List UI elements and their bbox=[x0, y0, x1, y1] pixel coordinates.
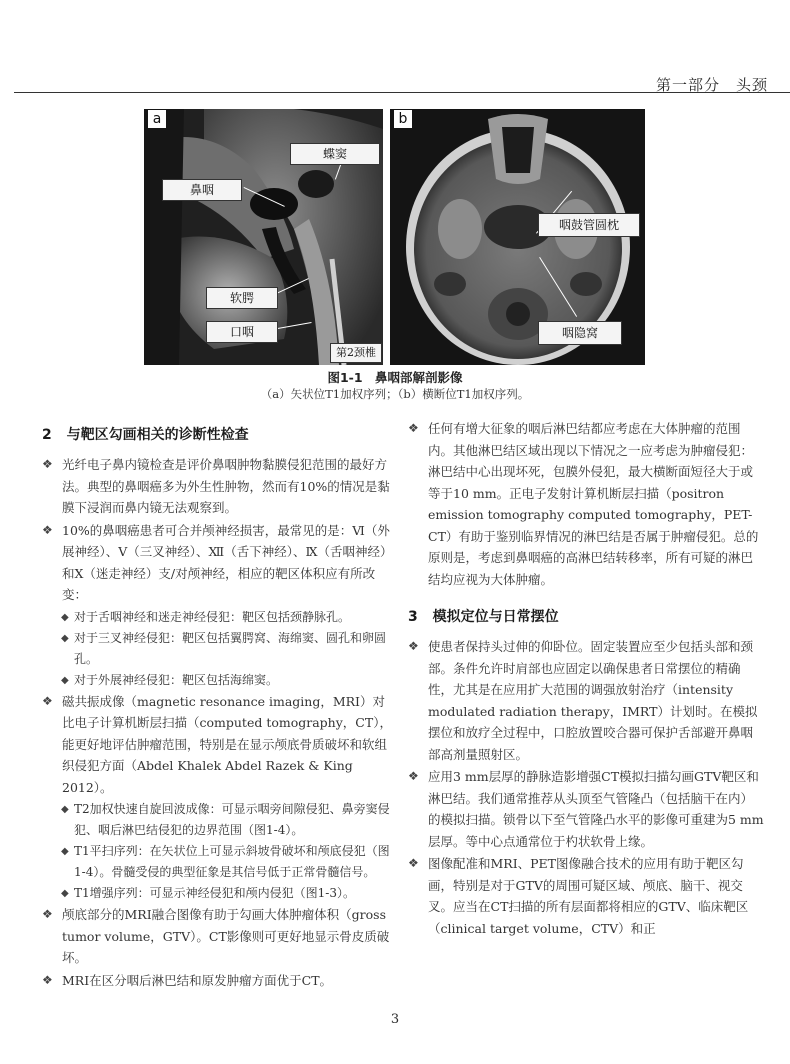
diamond-cross-icon: ❖ bbox=[42, 972, 53, 987]
right-bullet-list bbox=[408, 636, 764, 939]
sub-bullet-text: 对于舌咽神经和迷走神经侵犯：靶区包括颈静脉孔。 bbox=[74, 609, 351, 624]
sub-bullet-item bbox=[42, 883, 397, 904]
bullet-item bbox=[408, 418, 764, 590]
diamond-cross-icon: ❖ bbox=[408, 421, 419, 435]
label-pharyngeal-recess: 咽隐窝 bbox=[538, 321, 622, 345]
sub-bullet-text: 对于三叉神经侵犯：靶区包括翼腭窝、海绵窦、圆孔和卵圆孔。 bbox=[74, 630, 387, 666]
section-heading-3 bbox=[408, 606, 764, 626]
page-number: 3 bbox=[390, 1012, 400, 1027]
diamond-cross-icon: ❖ bbox=[42, 907, 53, 921]
diamond-cross-icon: ❖ bbox=[42, 522, 53, 537]
sub-bullet-text: T1增强序列：可显示神经侵犯和颅内侵犯（图1-3）。 bbox=[74, 886, 355, 900]
figure-caption: （a）矢状位T1加权序列；（b）横断位T1加权序列。 bbox=[260, 387, 530, 401]
right-top-bullet-list bbox=[408, 418, 764, 590]
section-heading-2 bbox=[42, 424, 397, 444]
bullet-text: 颅底部分的MRI融合图像有助于勾画大体肿瘤体积（gross tumor volume，GTV）。CT影像则可更好地显示骨皮质破坏。 bbox=[62, 907, 390, 965]
bullet-text: 磁共振成像（magnetic resonance imaging，MRI）对比电子计算机断层扫描（computed tomography，CT），能更好地评估肿瘤范围，特别是在显示颅底骨质破坏和软组织侵犯方面（Abdel Khalek Abdel Razek & King 2012）。 bbox=[62, 693, 392, 795]
bullet-item bbox=[42, 970, 397, 992]
section-number: 3 bbox=[408, 609, 418, 625]
running-header: 第一部分 头颈 bbox=[655, 76, 768, 94]
label-c2-vertebra: 第2颈椎 bbox=[330, 343, 382, 363]
figure-title: 图1-1 鼻咽部解剖影像 bbox=[327, 370, 463, 385]
sub-bullet-item bbox=[42, 607, 397, 628]
diamond-icon: ◆ bbox=[61, 804, 69, 815]
diamond-cross-icon: ❖ bbox=[408, 856, 419, 870]
diamond-icon: ◆ bbox=[61, 888, 69, 899]
bullet-item bbox=[42, 454, 397, 519]
bullet-item bbox=[408, 853, 764, 939]
header-rule bbox=[14, 92, 790, 93]
panel-a-letter: a bbox=[148, 110, 166, 128]
right-column bbox=[408, 418, 764, 940]
diamond-icon: ◆ bbox=[61, 674, 69, 686]
label-nasopharynx: 鼻咽 bbox=[162, 179, 242, 201]
section-title: 与靶区勾画相关的诊断性检查 bbox=[66, 427, 249, 443]
bullet-item bbox=[408, 766, 764, 852]
section-number: 2 bbox=[42, 427, 52, 443]
section-title: 模拟定位与日常摆位 bbox=[432, 609, 559, 625]
sub-bullet-item bbox=[42, 841, 397, 883]
sub-bullet-text: T2加权快速自旋回波成像：可显示咽旁间隙侵犯、鼻旁窦侵犯、咽后淋巴结侵犯的边界范围（图1-4）。 bbox=[74, 802, 390, 837]
bullet-item bbox=[408, 636, 764, 765]
diamond-icon: ◆ bbox=[61, 846, 69, 857]
bullet-text: 应用3 mm层厚的静脉造影增强CT模拟扫描勾画GTV靶区和淋巴结。我们通常推荐从头顶至气管隆凸（包括脑干在内）的模拟扫描。锁骨以下至气管隆凸水平的影像可重建为5 mm层厚。等中心点通常位于杓状软骨上缘。 bbox=[428, 769, 764, 849]
bullet-text: 图像配准和MRI、PET图像融合技术的应用有助于靶区勾画，特别是对于GTV的周围可疑区域、颅底、脑干、视交叉。应当在CT扫描的所有层面都将相应的GTV、临床靶区（clinical target volume，CTV）和正 bbox=[428, 856, 749, 936]
label-sphenoid-sinus: 蝶窦 bbox=[290, 143, 380, 165]
mri-axial-image bbox=[390, 109, 645, 365]
bullet-item bbox=[42, 904, 397, 969]
left-column bbox=[42, 418, 397, 992]
bullet-item bbox=[42, 520, 397, 606]
bullet-text: 10%的鼻咽癌患者可合并颅神经损害，最常见的是：Ⅵ（外展神经）、Ⅴ（三叉神经）、Ⅻ（舌下神经）、Ⅸ（舌咽神经）和Ⅹ（迷走神经）支/对颅神经，相应的靶区体积应有所改变： bbox=[62, 522, 393, 602]
left-bullet-list bbox=[42, 454, 397, 991]
diamond-icon: ◆ bbox=[61, 611, 69, 623]
mri-sagittal-image bbox=[144, 109, 383, 365]
bullet-text: 使患者保持头过伸的仰卧位。固定装置应至少包括头部和颈部。条件允许时肩部也应固定以确保患者日常摆位的精确性，尤其是在应用扩大范围的调强放射治疗（intensity modulated radiation therapy，IMRT）计划时。在模拟摆位和放疗全过程中，口腔放置咬合器可保护舌部避开鼻咽部高剂量照射区。 bbox=[428, 639, 758, 762]
panel-b-letter: b bbox=[394, 110, 412, 128]
diamond-cross-icon: ❖ bbox=[408, 639, 419, 653]
sub-bullet-text: T1平扫序列：在矢状位上可显示斜坡骨破坏和颅底侵犯（图1-4）。骨髓受侵的典型征象是其信号低于正常骨髓信号。 bbox=[74, 844, 390, 879]
sub-bullet-text: 对于外展神经侵犯：靶区包括海绵窦。 bbox=[74, 672, 279, 687]
diamond-cross-icon: ❖ bbox=[42, 457, 53, 471]
bullet-text: 光纤电子鼻内镜检查是评价鼻咽肿物黏膜侵犯范围的最好方法。典型的鼻咽癌多为外生性肿物，然而有10%的情况是黏膜下浸润而鼻内镜无法观察到。 bbox=[62, 457, 390, 515]
diamond-icon: ◆ bbox=[61, 632, 69, 644]
label-soft-palate: 软腭 bbox=[206, 287, 278, 309]
bullet-text: 任何有增大征象的咽后淋巴结都应考虑在大体肿瘤的范围内。其他淋巴结区域出现以下情况之一应考虑为肿瘤侵犯：淋巴结中心出现坏死，包膜外侵犯，最大横断面短径大于或等于10 mm。正电子发射计算机断层扫描（positron emission tomography computed tomography，PET-CT）有助于鉴别临界情况的淋巴结是否属于肿瘤侵犯。总的原则是，考虑到鼻咽癌的高淋巴结转移率，所有可疑的淋巴结均应视为大体肿瘤。 bbox=[428, 421, 759, 587]
sub-bullet-item bbox=[42, 628, 397, 670]
label-torus-tubarius: 咽鼓管圆枕 bbox=[538, 213, 640, 237]
bullet-text: MRI在区分咽后淋巴结和原发肿瘤方面优于CT。 bbox=[62, 972, 333, 988]
bullet-item bbox=[42, 691, 397, 799]
diamond-cross-icon: ❖ bbox=[408, 769, 419, 783]
label-oropharynx: 口咽 bbox=[206, 321, 278, 343]
diamond-cross-icon: ❖ bbox=[42, 693, 53, 708]
sub-bullet-item bbox=[42, 799, 397, 841]
sub-bullet-item bbox=[42, 670, 397, 691]
